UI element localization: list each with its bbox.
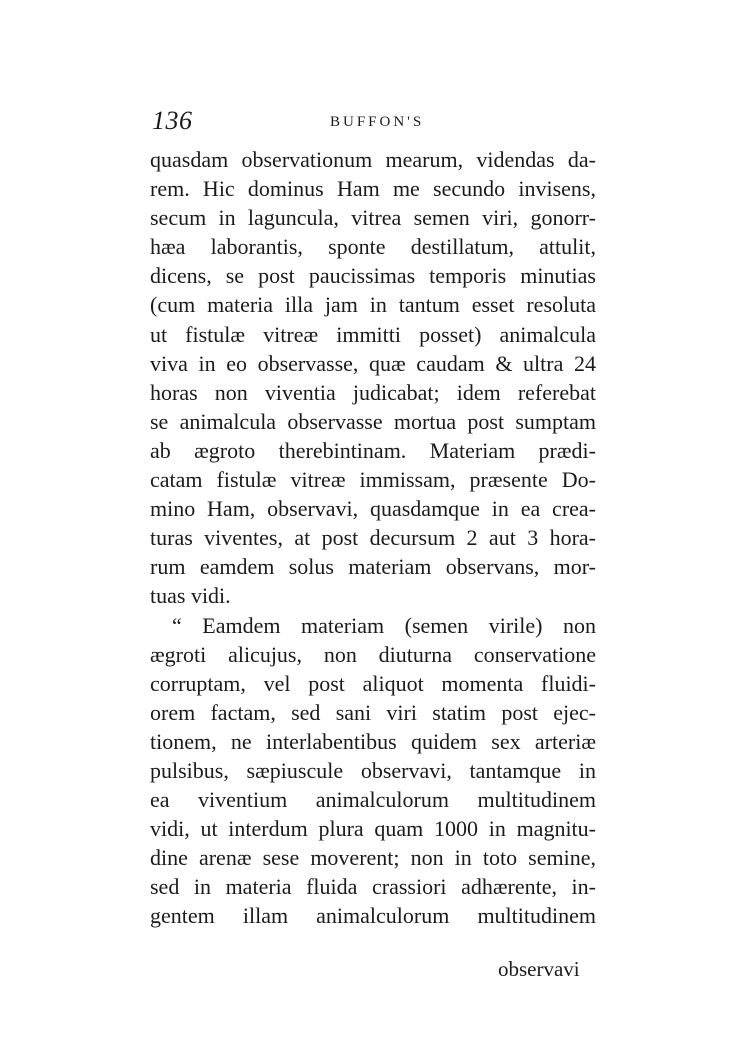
text-line: pulsibus, sæpiuscule observavi, tantamque in [150, 757, 596, 783]
text-line: dicens, se post paucissimas temporis minutias [150, 263, 596, 289]
text-line: gentem illam animalculorum multitudinem [150, 903, 596, 929]
text-line: (cum materia illa jam in tantum esset resoluta [150, 292, 596, 318]
running-head: BUFFON'S [330, 114, 425, 130]
text-line: ægroti alicujus, non diuturna conservatione [150, 641, 596, 667]
text-line: tionem, ne interlabentibus quidem sex arteriæ [150, 728, 596, 754]
text-line: se animalcula observasse mortua post sumptam [150, 408, 596, 434]
text-line: mino Ham, observavi, quasdamque in ea crea- [150, 496, 596, 522]
text-line: horas non viventia judicabat; idem referebat [150, 379, 596, 405]
paragraph-end-line: tuas vidi. [150, 583, 231, 609]
body-text [150, 145, 596, 931]
catchword: observavi [498, 957, 580, 981]
text-line: ut fistulæ vitreæ immitti posset) animalcula [150, 321, 596, 347]
text-line: rem. Hic dominus Ham me secundo invisens, [150, 176, 596, 202]
text-line: rum eamdem solus materiam observans, mor- [150, 554, 596, 580]
text-line: ab ægroto therebintinam. Materiam prædi- [150, 437, 596, 463]
text-line: quasdam observationum mearum, videndas da- [150, 147, 596, 172]
paragraph-start-line: “ Eamdem materiam (semen virile) non [172, 612, 596, 638]
text-line: ea viventium animalculorum multitudinem [150, 787, 596, 813]
text-line: corruptam, vel post aliquot momenta fluidi- [150, 670, 596, 696]
page-header [152, 104, 602, 144]
text-line: viva in eo observasse, quæ caudam & ultra 24 [150, 350, 596, 376]
text-line: secum in laguncula, vitrea semen viri, gonorr- [150, 205, 596, 231]
text-line: turas viventes, at post decursum 2 aut 3 hora- [150, 525, 596, 551]
text-line: orem factam, sed sani viri statim post ejec- [150, 699, 596, 725]
text-line: catam fistulæ vitreæ immissam, præsente Do- [150, 467, 596, 493]
text-line: vidi, ut interdum plura quam 1000 in magnitu- [150, 816, 596, 842]
page-number: 136 [152, 106, 193, 135]
text-line: hæa laborantis, sponte destillatum, attulit, [150, 234, 596, 260]
text-line: sed in materia fluida crassiori adhærente, in- [150, 874, 596, 900]
text-line: dine arenæ sese moverent; non in toto semine, [150, 845, 596, 871]
